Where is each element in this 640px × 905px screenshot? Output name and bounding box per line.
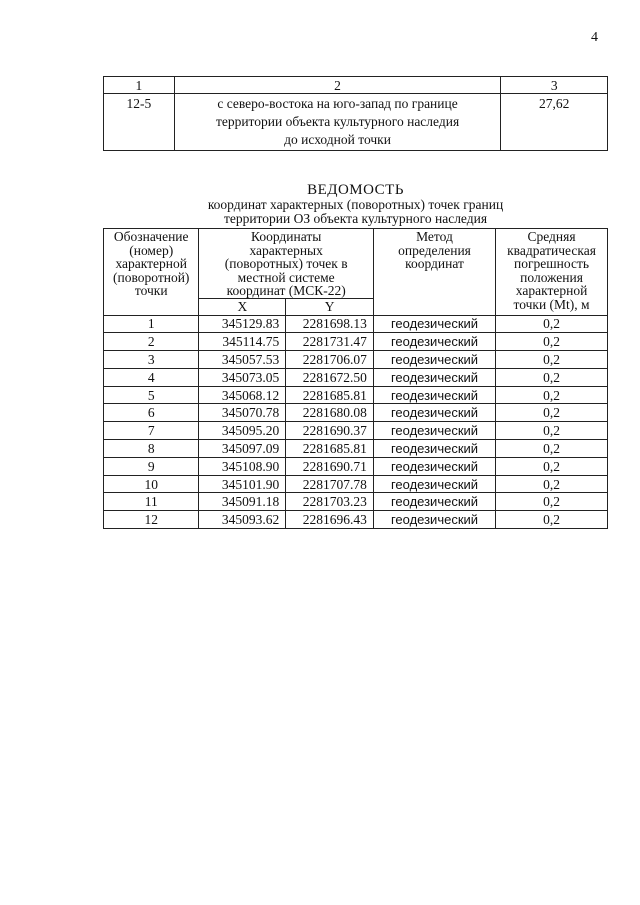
description-line: до исходной точки [284, 132, 391, 147]
point-number-cell: 5 [104, 386, 199, 404]
method-cell: геодезический [373, 440, 495, 458]
coordinates-header [199, 229, 373, 299]
point-number-cell: 11 [104, 493, 199, 511]
page-number: 4 [591, 30, 598, 45]
header-line: (поворотных) точек в [224, 256, 348, 271]
method-cell: геодезический [373, 333, 495, 351]
header-line: координат [405, 256, 464, 271]
error-cell: 0,2 [496, 333, 608, 351]
header-line: Метод [416, 229, 453, 244]
header-line: положения [520, 269, 583, 285]
coordinates-body [104, 315, 608, 529]
error-header [496, 229, 608, 316]
y-coordinate-cell: 2281690.37 [286, 422, 374, 440]
point-number-cell: 1 [104, 315, 199, 333]
boundary-description-table [103, 76, 608, 151]
point-number-cell: 3 [104, 351, 199, 369]
header-line: точки [134, 283, 168, 298]
description-line: с северо-востока на юго-запад по границе [217, 96, 458, 111]
header-line: Обозначение [113, 229, 189, 244]
x-coordinate-cell: 345095.20 [199, 422, 286, 440]
x-coordinate-cell: 345068.12 [199, 386, 286, 404]
y-coordinate-cell: 2281731.47 [286, 333, 374, 351]
error-cell: 0,2 [496, 457, 608, 475]
coordinates-table [103, 228, 608, 529]
designation-header [104, 229, 199, 316]
error-cell: 0,2 [496, 351, 608, 369]
error-cell: 0,2 [496, 315, 608, 333]
y-coordinate-cell: 2281706.07 [286, 351, 374, 369]
x-coordinate-cell: 345073.05 [199, 368, 286, 386]
table-row [104, 493, 608, 511]
table-row [104, 386, 608, 404]
x-coordinate-cell: 345108.90 [199, 457, 286, 475]
statement-subtitle-line2: территории ОЗ объекта культурного наследия [223, 211, 488, 226]
point-number-cell: 2 [104, 333, 199, 351]
y-coordinate-cell: 2281698.13 [286, 315, 374, 333]
y-coordinate-cell: 2281685.81 [286, 440, 374, 458]
header-line: характерной [115, 256, 187, 271]
header-line: местной системе [237, 269, 335, 285]
point-number-cell: 9 [104, 457, 199, 475]
y-coordinate-cell: 2281685.81 [286, 386, 374, 404]
method-cell: геодезический [373, 493, 495, 511]
header-line: (номер) [129, 242, 174, 258]
point-number-cell: 7 [104, 422, 199, 440]
header-line: характерной [515, 283, 588, 298]
x-coordinate-cell: 345057.53 [199, 351, 286, 369]
header-line: погрешность [514, 256, 590, 271]
header-cell-2: 2 [174, 77, 501, 94]
method-cell: геодезический [373, 386, 495, 404]
segment-cell: 12-5 [104, 94, 175, 151]
x-coordinate-cell: 345101.90 [199, 475, 286, 493]
table-row [104, 511, 608, 529]
error-cell: 0,2 [496, 422, 608, 440]
method-cell: геодезический [373, 457, 495, 475]
point-number-cell: 10 [104, 475, 199, 493]
table-row [104, 315, 608, 333]
header-line: Координаты [251, 229, 322, 244]
method-cell: геодезический [373, 475, 495, 493]
header-line: (поворотной) [113, 269, 190, 285]
error-cell: 0,2 [496, 440, 608, 458]
error-cell: 0,2 [496, 511, 608, 529]
x-coordinate-cell: 345091.18 [199, 493, 286, 511]
header-cell-3: 3 [501, 77, 608, 94]
table-row [104, 94, 608, 151]
table-row [104, 422, 608, 440]
y-coordinate-cell: 2281703.23 [286, 493, 374, 511]
description-cell [174, 94, 501, 151]
x-header: X [199, 298, 286, 315]
y-coordinate-cell: 2281680.08 [286, 404, 374, 422]
table-row [104, 440, 608, 458]
method-header [373, 229, 495, 316]
method-cell: геодезический [373, 368, 495, 386]
table-row [104, 404, 608, 422]
x-coordinate-cell: 345097.09 [199, 440, 286, 458]
table-header-row [104, 77, 608, 94]
y-coordinate-cell: 2281696.43 [286, 511, 374, 529]
header-line: точки (Mt), м [513, 296, 590, 312]
table-row [104, 368, 608, 386]
x-coordinate-cell: 345114.75 [199, 333, 286, 351]
table-row [104, 475, 608, 493]
method-cell: геодезический [373, 404, 495, 422]
coordinates-header-row [104, 229, 608, 299]
statement-subtitle-line1: координат характерных (поворотных) точек границ [207, 197, 504, 212]
x-coordinate-cell: 345093.62 [199, 511, 286, 529]
point-number-cell: 12 [104, 511, 199, 529]
error-cell: 0,2 [496, 386, 608, 404]
error-cell: 0,2 [496, 493, 608, 511]
header-line: определения [398, 242, 471, 258]
y-coordinate-cell: 2281707.78 [286, 475, 374, 493]
header-line: Средняя [527, 229, 576, 244]
method-cell: геодезический [373, 315, 495, 333]
error-cell: 0,2 [496, 368, 608, 386]
error-cell: 0,2 [496, 404, 608, 422]
y-coordinate-cell: 2281690.71 [286, 457, 374, 475]
header-line: квадратическая [507, 242, 596, 258]
method-cell: геодезический [373, 422, 495, 440]
statement-title: ВЕДОМОСТЬ [307, 182, 404, 198]
header-line: характерных [249, 242, 323, 258]
table-row [104, 351, 608, 369]
error-cell: 0,2 [496, 475, 608, 493]
x-coordinate-cell: 345070.78 [199, 404, 286, 422]
point-number-cell: 6 [104, 404, 199, 422]
method-cell: геодезический [373, 511, 495, 529]
length-cell: 27,62 [501, 94, 608, 151]
table-row [104, 457, 608, 475]
y-header: Y [286, 298, 374, 315]
method-cell: геодезический [373, 351, 495, 369]
point-number-cell: 4 [104, 368, 199, 386]
description-line: территории объекта культурного наследия [215, 114, 460, 129]
x-coordinate-cell: 345129.83 [199, 315, 286, 333]
table-row [104, 333, 608, 351]
y-coordinate-cell: 2281672.50 [286, 368, 374, 386]
header-line: координат (МСК-22) [226, 283, 346, 298]
header-cell-1: 1 [104, 77, 175, 94]
point-number-cell: 8 [104, 440, 199, 458]
